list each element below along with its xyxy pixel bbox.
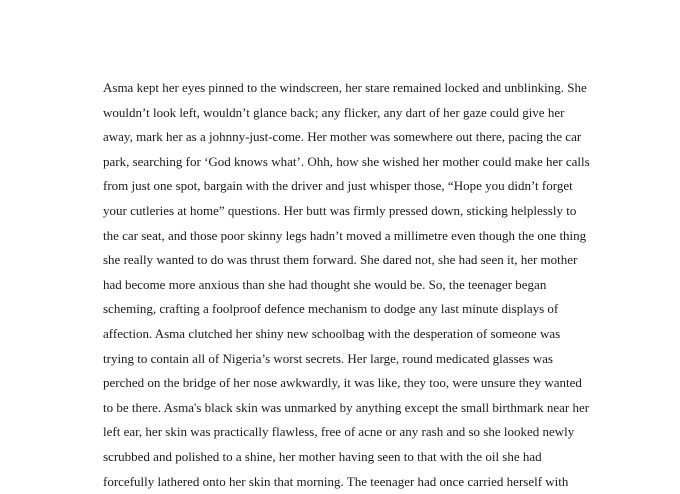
text-line: away, mark her as a johnny-just-come. Her mother was somewhere out there, pacing the car — [103, 125, 583, 150]
body-paragraph — [103, 76, 583, 494]
text-line: to be there. Asma's black skin was unmarked by anything except the small birthmark near her — [103, 396, 583, 421]
text-line: trying to contain all of Nigeria’s worst secrets. Her large, round medicated glasses was — [103, 347, 583, 372]
text-line: had become more anxious than she had thought she would be. So, the teenager began — [103, 273, 583, 298]
text-line: the car seat, and those poor skinny legs hadn’t moved a millimetre even though the one thing — [103, 224, 583, 249]
text-line: from just one spot, bargain with the driver and just whisper those, “Hope you didn’t forget — [103, 174, 583, 199]
text-line: affection. Asma clutched her shiny new schoolbag with the desperation of someone was — [103, 322, 583, 347]
text-line: perched on the bridge of her nose awkwardly, it was like, they too, were unsure they wanted — [103, 371, 583, 396]
text-line: left ear, her skin was practically flawless, free of acne or any rash and so she looked newly — [103, 420, 583, 445]
text-line: she really wanted to do was thrust them forward. She dared not, she had seen it, her mother — [103, 248, 583, 273]
text-line: Asma kept her eyes pinned to the windscreen, her stare remained locked and unblinking. She — [103, 76, 583, 101]
text-line: forcefully lathered onto her skin that morning. The teenager had once carried herself with — [103, 470, 583, 494]
text-line: park, searching for ‘God knows what’. Ohh, how she wished her mother could make her calls — [103, 150, 583, 175]
text-line: scheming, crafting a foolproof defence mechanism to dodge any last minute displays of — [103, 297, 583, 322]
text-line: scrubbed and polished to a shine, her mother having seen to that with the oil she had — [103, 445, 583, 470]
text-line: your cutleries at home” questions. Her butt was firmly pressed down, sticking helplessly to — [103, 199, 583, 224]
text-line: wouldn’t look left, wouldn’t glance back; any flicker, any dart of her gaze could give her — [103, 101, 583, 126]
